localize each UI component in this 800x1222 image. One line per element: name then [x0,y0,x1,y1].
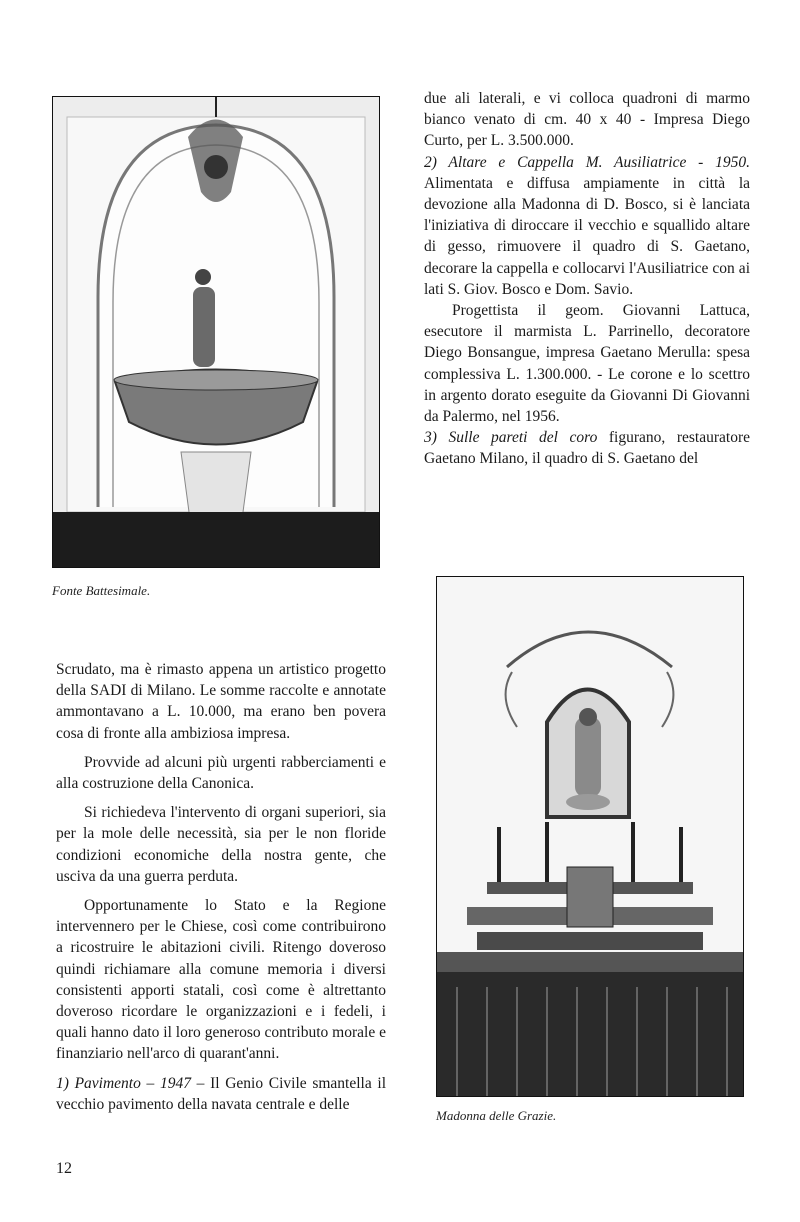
figure-caption: Fonte Battesimale. [52,583,151,598]
paragraph [56,659,386,744]
figure-caption: Madonna delle Grazie. [436,1108,557,1123]
paragraph [56,802,386,887]
section-heading: 1) Pavimento – 1947 [56,1074,191,1092]
paragraph-text: Progettista il geom. Giovanni Lattuca, esecutore il marmista L. Parrinello, decoratore Diego Bonsangue, impresa Gaetano Merulla: spesa complessiva L. 1.300.000. - Le corone e lo scettro in argento dorato eseguite da Giovanni Di Giovanni da Palermo, nel 1956. [424,302,750,426]
madonna-altar-image [437,577,743,1096]
paragraph-text: – Il Genio Civile smantella il vecchio pavimento della navata centrale e delle [56,1074,386,1113]
paragraph-text: due ali laterali, e vi colloca quadroni di marmo bianco venato di cm. 40 x 40 - Impresa Diego Curto, per L. 3.500.000. [424,90,750,150]
paragraph-text: Si richiedeva l'intervento di organi superiori, sia per la mole delle necessità, sia per le non floride condizioni economiche della nostra gente, che usciva da una guerra perduta. [56,804,386,885]
page-number: 12 [56,1160,72,1177]
paragraph [56,752,386,794]
baptismal-font-image [53,97,379,567]
section-heading: 2) Altare e Cappella M. Ausiliatrice - 1950. [424,153,750,171]
paragraph [424,427,750,469]
photo-madonna-delle-grazie [436,576,744,1097]
paragraph-text: Alimentata e diffusa ampiamente in città la devozione alla Madonna di D. Bosco, si è lanciata l'iniziativa di diroccare il vecchio e squallido altare di gesso, rimuovere il quadro di S. Gaetano, decorare la cappella e collocarvi l'Ausiliatrice con ai lati S. Giov. Bosco e Dom. Savio. [424,174,750,298]
paragraph [424,88,750,152]
paragraph-text: figurano, restauratore Gaetano Milano, il quadro di S. Gaetano del [424,429,750,468]
paragraph [56,895,386,1065]
right-text-column [424,88,750,470]
section-heading: 3) Sulle pareti del coro [424,429,598,447]
paragraph-text: Provvide ad alcuni più urgenti rabberciamenti e alla costruzione della Canonica. [56,753,386,793]
photo-fonte-battesimale [52,96,380,568]
paragraph-text: Scrudato, ma è rimasto appena un artistico progetto della SADI di Milano. Le somme raccolte e annotate ammontavano a L. 10.000, ma erano ben povera cosa di fronte alla ambiziosa impresa. [56,661,386,742]
paragraph [56,1073,386,1115]
paragraph [424,152,750,300]
left-text-column [56,659,386,1115]
paragraph-text: Opportunamente lo Stato e la Regione intervennero per le Chiese, così come contribuirono a ricostruire le abitazioni civili. Ritengo doveroso quindi richiamare alla comune memoria i diversi consistenti apporti statali, così come è altrettanto doveroso ricordare le organizzazioni e i fedeli, i quali hanno dato il loro generoso contributo morale e finanziario nell'arco di quarant'anni. [56,897,386,1063]
paragraph [424,300,750,427]
